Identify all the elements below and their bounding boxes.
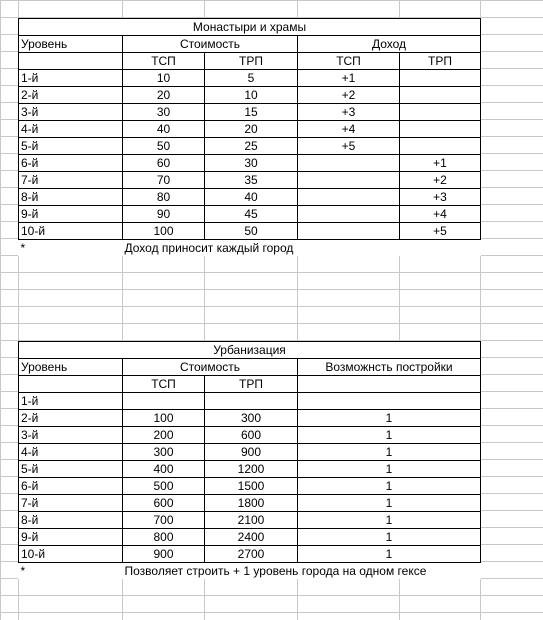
cost-tsp-cell[interactable]: 400 [123,461,205,478]
cost-tsp-cell[interactable]: 30 [123,104,205,121]
cost-header[interactable]: Стоимость [123,359,298,376]
income-trp-cell[interactable] [400,87,481,104]
cost-tsp-cell[interactable]: 20 [123,87,205,104]
build-cell[interactable] [298,393,481,410]
table-row [19,70,481,87]
income-header[interactable]: Доход [298,36,481,53]
income-tsp-cell[interactable] [298,189,400,206]
empty-cell[interactable] [19,376,123,393]
table-row [19,223,481,240]
build-cell[interactable]: 1 [298,512,481,529]
level-cell[interactable]: 4-й [19,444,123,461]
income-trp-cell[interactable] [400,121,481,138]
cost-tsp-cell[interactable]: 70 [123,172,205,189]
monasteries-table [18,18,481,256]
level-cell[interactable]: 9-й [19,529,123,546]
table-row [19,427,481,444]
income-trp-header[interactable]: ТРП [400,53,481,70]
cost-trp-cell[interactable]: 600 [205,427,298,444]
cost-tsp-cell[interactable]: 100 [123,410,205,427]
note-text[interactable]: Доход приносит каждый город [123,240,481,257]
urbanization-table [18,341,481,579]
table-row [19,206,481,223]
level-cell[interactable]: 10-й [19,546,123,563]
income-trp-cell[interactable]: +5 [400,223,481,240]
level-cell[interactable]: 7-й [19,495,123,512]
cost-tsp-cell[interactable]: 10 [123,70,205,87]
level-cell[interactable]: 9-й [19,206,123,223]
cost-tsp-cell[interactable]: 900 [123,546,205,563]
table-row [19,410,481,427]
income-tsp-header[interactable]: ТСП [298,53,400,70]
table-row [19,444,481,461]
cost-tsp-cell[interactable]: 40 [123,121,205,138]
table-row [19,121,481,138]
cost-trp-header[interactable]: ТРП [205,53,298,70]
build-cell[interactable]: 1 [298,427,481,444]
note-text[interactable]: Позволяет строить + 1 уровень города на одном гексе [123,563,481,580]
table-row [19,461,481,478]
income-tsp-cell[interactable] [298,155,400,172]
level-cell[interactable]: 7-й [19,172,123,189]
build-cell[interactable]: 1 [298,478,481,495]
build-cell[interactable]: 1 [298,410,481,427]
build-header[interactable]: Возможнсть постройки [298,359,481,376]
note-star[interactable]: * [19,563,123,580]
note-star[interactable]: * [19,240,123,257]
level-cell[interactable]: 6-й [19,478,123,495]
level-cell[interactable]: 2-й [19,87,123,104]
table-row [19,172,481,189]
build-cell[interactable]: 1 [298,529,481,546]
table-row [19,104,481,121]
cost-tsp-header[interactable]: ТСП [123,53,205,70]
cost-trp-cell[interactable]: 5 [205,70,298,87]
level-cell[interactable]: 6-й [19,155,123,172]
cost-trp-cell[interactable]: 40 [205,189,298,206]
build-cell[interactable]: 1 [298,495,481,512]
build-cell[interactable]: 1 [298,444,481,461]
level-cell[interactable]: 1-й [19,393,123,410]
cost-trp-cell[interactable]: 25 [205,138,298,155]
table-row [19,512,481,529]
cost-trp-cell[interactable]: 35 [205,172,298,189]
income-tsp-cell[interactable] [298,223,400,240]
level-cell[interactable]: 8-й [19,189,123,206]
income-tsp-cell[interactable] [298,206,400,223]
cost-trp-cell[interactable]: 10 [205,87,298,104]
income-tsp-cell[interactable] [298,172,400,189]
income-trp-cell[interactable]: +2 [400,172,481,189]
cost-trp-header[interactable]: ТРП [205,376,298,393]
cost-trp-cell[interactable]: 300 [205,410,298,427]
level-header[interactable]: Уровень [19,36,123,53]
table-row [19,393,481,410]
cost-trp-cell[interactable]: 2100 [205,512,298,529]
table-row [19,155,481,172]
table-row [19,189,481,206]
level-cell[interactable]: 10-й [19,223,123,240]
cost-tsp-cell[interactable]: 100 [123,223,205,240]
income-trp-cell[interactable]: +3 [400,189,481,206]
cost-trp-cell[interactable]: 900 [205,444,298,461]
cost-tsp-cell[interactable]: 500 [123,478,205,495]
cost-trp-cell[interactable] [205,393,298,410]
income-trp-cell[interactable] [400,104,481,121]
income-tsp-cell[interactable]: +3 [298,104,400,121]
table-title[interactable]: Монастыри и храмы [19,19,481,36]
cost-tsp-cell[interactable]: 200 [123,427,205,444]
cost-trp-cell[interactable]: 1500 [205,478,298,495]
income-tsp-cell[interactable]: +2 [298,87,400,104]
cost-header[interactable]: Стоимость [123,36,298,53]
level-cell[interactable]: 3-й [19,104,123,121]
cost-tsp-cell[interactable]: 60 [123,155,205,172]
income-trp-cell[interactable]: +4 [400,206,481,223]
cost-tsp-cell[interactable] [123,393,205,410]
level-cell[interactable]: 5-й [19,138,123,155]
income-trp-cell[interactable] [400,138,481,155]
build-cell[interactable]: 1 [298,546,481,563]
level-cell[interactable]: 2-й [19,410,123,427]
cost-tsp-cell[interactable]: 50 [123,138,205,155]
table-title[interactable]: Урбанизация [19,342,481,359]
cost-tsp-cell[interactable]: 700 [123,512,205,529]
level-cell[interactable]: 1-й [19,70,123,87]
cost-tsp-cell[interactable]: 300 [123,444,205,461]
cost-trp-cell[interactable]: 45 [205,206,298,223]
table-row [19,495,481,512]
cost-trp-cell[interactable]: 20 [205,121,298,138]
cost-trp-cell[interactable]: 1800 [205,495,298,512]
cost-trp-cell[interactable]: 50 [205,223,298,240]
table-row [19,138,481,155]
table-row [19,87,481,104]
income-trp-cell[interactable] [400,70,481,87]
cost-trp-cell[interactable]: 15 [205,104,298,121]
empty-cell[interactable] [298,376,481,393]
cost-trp-cell[interactable]: 1200 [205,461,298,478]
cost-tsp-cell[interactable]: 80 [123,189,205,206]
level-header[interactable]: Уровень [19,359,123,376]
level-cell[interactable]: 3-й [19,427,123,444]
level-cell[interactable]: 8-й [19,512,123,529]
table-row [19,546,481,563]
cost-tsp-cell[interactable]: 600 [123,495,205,512]
table-row [19,529,481,546]
cost-tsp-cell[interactable]: 800 [123,529,205,546]
income-trp-cell[interactable]: +1 [400,155,481,172]
cost-trp-cell[interactable]: 2400 [205,529,298,546]
table-row [19,478,481,495]
cost-tsp-header[interactable]: ТСП [123,376,205,393]
build-cell[interactable]: 1 [298,461,481,478]
cost-tsp-cell[interactable]: 90 [123,206,205,223]
income-tsp-cell[interactable]: +1 [298,70,400,87]
level-cell[interactable]: 5-й [19,461,123,478]
income-tsp-cell[interactable]: +5 [298,138,400,155]
cost-trp-cell[interactable]: 2700 [205,546,298,563]
income-tsp-cell[interactable]: +4 [298,121,400,138]
cost-trp-cell[interactable]: 30 [205,155,298,172]
empty-cell[interactable] [19,53,123,70]
level-cell[interactable]: 4-й [19,121,123,138]
